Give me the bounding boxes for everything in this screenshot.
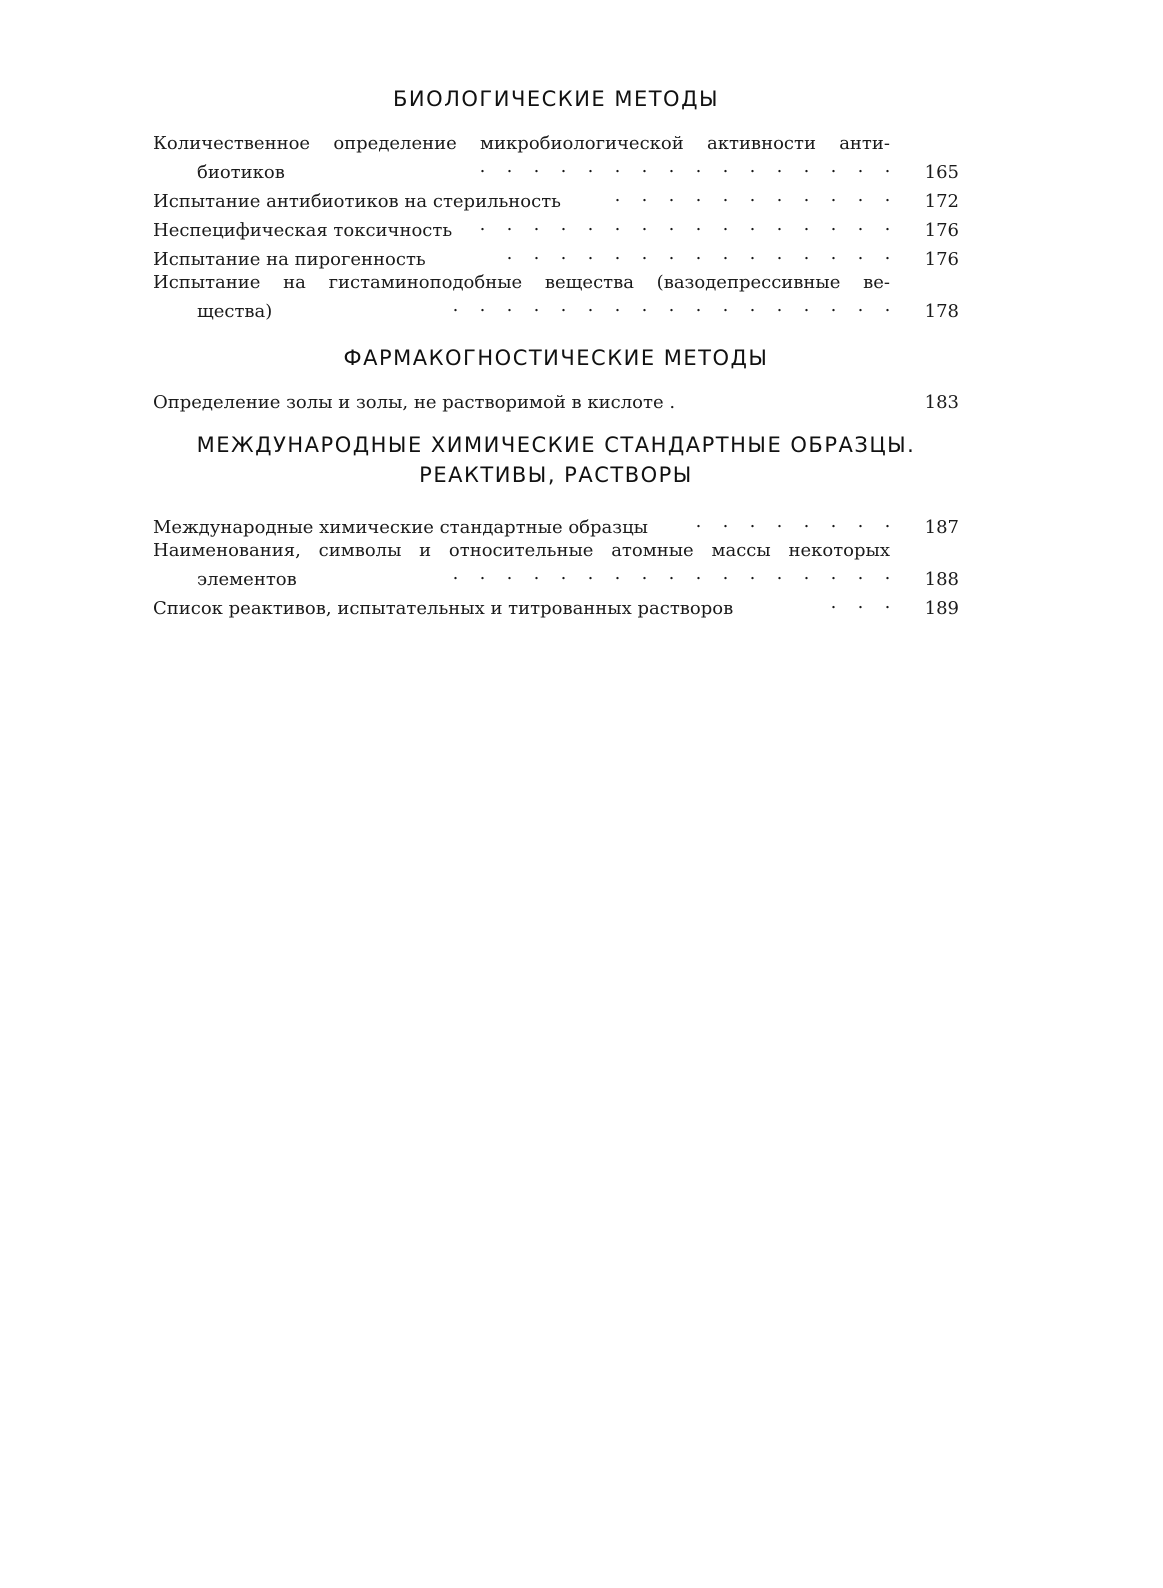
leader-dot: . (803, 214, 810, 235)
toc-entry (153, 213, 959, 242)
leader-dot: . (776, 214, 783, 235)
word: определение (333, 133, 457, 154)
leader-dot: . (587, 563, 594, 584)
leader-dot: . (722, 243, 729, 264)
leader-dots (462, 213, 901, 236)
leader-dot: . (533, 156, 540, 177)
word: (вазодепрессивные (656, 272, 841, 293)
word: гистаминоподобные (328, 272, 523, 293)
word: некоторых (788, 540, 890, 561)
leader-dot: . (560, 295, 567, 316)
leader-dot: . (695, 156, 702, 177)
toc-entry (153, 132, 959, 184)
word: Количественное (153, 133, 311, 154)
word: атомные (611, 540, 694, 561)
entry-text: Испытание антибиотиков на стерильность (153, 191, 561, 212)
leader-dot: . (560, 563, 567, 584)
leader-dot: . (884, 295, 891, 316)
leader-dot: . (722, 563, 729, 584)
leader-dot: . (668, 156, 675, 177)
leader-dot: . (749, 511, 756, 532)
leader-dot: . (884, 156, 891, 177)
leader-dot: . (479, 156, 486, 177)
leader-dot: . (803, 243, 810, 264)
page-number: 176 (924, 249, 959, 270)
leader-dot: . (479, 214, 486, 235)
toc-page (153, 84, 959, 620)
leader-dot: . (614, 214, 621, 235)
leader-dot: . (641, 243, 648, 264)
section-title-line: РЕАКТИВЫ, РАСТВОРЫ (419, 463, 693, 487)
page-number: 172 (924, 191, 959, 212)
toc-entry (153, 271, 959, 323)
leader-dot: . (857, 592, 864, 613)
leader-dot: . (479, 563, 486, 584)
leader-dot: . (614, 295, 621, 316)
entry-text: щества) (197, 301, 273, 322)
leader-dot: . (857, 156, 864, 177)
leader-dot: . (668, 563, 675, 584)
leader-dot: . (695, 243, 702, 264)
leader-dot: . (722, 511, 729, 532)
word: микробиологической (480, 133, 684, 154)
leader-dot: . (857, 185, 864, 206)
leader-dots (571, 184, 901, 207)
leader-dot: . (749, 156, 756, 177)
leader-dot: . (803, 156, 810, 177)
leader-dot: . (884, 592, 891, 613)
word: символы (318, 540, 402, 561)
leader-dot: . (830, 185, 837, 206)
leader-dot: . (776, 243, 783, 264)
page-number: 178 (924, 301, 959, 322)
section-title-line: МЕЖДУНАРОДНЫЕ ХИМИЧЕСКИЕ СТАНДАРТНЫЕ ОБРАЗЦЫ. (196, 433, 916, 457)
leader-dot: . (830, 295, 837, 316)
section-title-pharmacognostic: ФАРМАКОГНОСТИЧЕСКИЕ МЕТОДЫ (343, 346, 769, 370)
leader-dot: . (722, 295, 729, 316)
word: ве- (863, 272, 890, 293)
leader-dot: . (776, 295, 783, 316)
leader-dot: . (722, 156, 729, 177)
leader-dots (295, 155, 901, 178)
toc-entry (153, 184, 959, 213)
leader-dot: . (749, 214, 756, 235)
entry-text: Испытание на пирогенность (153, 249, 426, 270)
leader-dot: . (533, 243, 540, 264)
leader-dot: . (857, 295, 864, 316)
leader-dot: . (884, 214, 891, 235)
leader-dot: . (695, 185, 702, 206)
toc-entry (153, 391, 959, 414)
leader-dot: . (533, 295, 540, 316)
leader-dot: . (857, 511, 864, 532)
section-title-international (153, 430, 959, 490)
entry-text-line (153, 132, 890, 155)
leader-dot: . (722, 214, 729, 235)
leader-dot: . (560, 243, 567, 264)
leader-dot: . (614, 243, 621, 264)
leader-dot: . (803, 563, 810, 584)
leader-dot: . (560, 156, 567, 177)
entry-text: элементов (197, 569, 297, 590)
word: и (419, 540, 432, 561)
toc-entry (153, 539, 959, 591)
leader-dot: . (506, 243, 513, 264)
leader-dot: . (857, 214, 864, 235)
leader-dot: . (533, 563, 540, 584)
leader-dot: . (695, 295, 702, 316)
leader-dot: . (506, 214, 513, 235)
entry-text-line (153, 539, 890, 562)
leader-dot: . (776, 156, 783, 177)
leader-dot: . (641, 563, 648, 584)
toc-entry (153, 591, 959, 620)
leader-dot: . (803, 185, 810, 206)
word: активности (707, 133, 816, 154)
leader-dot: . (641, 295, 648, 316)
leader-dot: . (776, 185, 783, 206)
leader-dot: . (668, 295, 675, 316)
leader-dot: . (641, 185, 648, 206)
leader-dot: . (695, 511, 702, 532)
leader-dot: . (533, 214, 540, 235)
entry-text: Определение золы и золы, не растворимой в кислоте . (153, 392, 676, 413)
leader-dot: . (884, 511, 891, 532)
leader-dot: . (830, 214, 837, 235)
leader-dot: . (479, 295, 486, 316)
leader-dot: . (830, 243, 837, 264)
entry-text: биотиков (197, 162, 285, 183)
leader-dot: . (614, 563, 621, 584)
leader-dot: . (749, 243, 756, 264)
entry-text: Список реактивов, испытательных и титрованных растворов (153, 598, 734, 619)
leader-dot: . (884, 185, 891, 206)
word: Наименования, (153, 540, 301, 561)
leader-dot: . (749, 295, 756, 316)
leader-dot: . (506, 295, 513, 316)
leader-dot: . (506, 156, 513, 177)
page-number: 189 (924, 598, 959, 619)
leader-dot: . (803, 511, 810, 532)
leader-dot: . (695, 563, 702, 584)
section-title-biological: БИОЛОГИЧЕСКИЕ МЕТОДЫ (392, 87, 720, 111)
leader-dot: . (668, 214, 675, 235)
leader-dot: . (587, 295, 594, 316)
word: относительные (448, 540, 594, 561)
leader-dot: . (668, 243, 675, 264)
word: Испытание (153, 272, 261, 293)
leader-dot: . (641, 156, 648, 177)
page-number: 165 (924, 162, 959, 183)
leader-dot: . (830, 563, 837, 584)
leader-dot: . (452, 563, 459, 584)
leader-dot: . (749, 185, 756, 206)
entry-text: Неспецифическая токсичность (153, 220, 453, 241)
leader-dot: . (884, 563, 891, 584)
leader-dot: . (857, 243, 864, 264)
leader-dot: . (695, 214, 702, 235)
leader-dot: . (560, 214, 567, 235)
entry-text-line (153, 271, 890, 294)
leader-dot: . (776, 511, 783, 532)
leader-dot: . (614, 156, 621, 177)
leader-dot: . (506, 563, 513, 584)
leader-dot: . (587, 243, 594, 264)
leader-dot: . (641, 214, 648, 235)
leader-dot: . (452, 295, 459, 316)
leader-dot: . (749, 563, 756, 584)
leader-dots (307, 562, 901, 585)
word: на (283, 272, 306, 293)
leader-dot: . (668, 185, 675, 206)
page-number: 187 (924, 517, 959, 538)
leader-dot: . (587, 156, 594, 177)
leader-dots (436, 242, 901, 265)
toc-entry (153, 510, 959, 539)
leader-dot: . (803, 295, 810, 316)
leader-dots (743, 591, 901, 614)
leader-dot: . (884, 243, 891, 264)
leader-dots (658, 510, 901, 533)
leader-dots (282, 294, 901, 317)
leader-dot: . (614, 185, 621, 206)
leader-dot: . (830, 511, 837, 532)
word: вещества (544, 272, 634, 293)
page-number: 176 (924, 220, 959, 241)
leader-dot: . (830, 592, 837, 613)
page-number: 188 (924, 569, 959, 590)
leader-dot: . (857, 563, 864, 584)
entry-text: Международные химические стандартные образцы (153, 517, 648, 538)
leader-dot: . (722, 185, 729, 206)
leader-dot: . (587, 214, 594, 235)
toc-entry (153, 242, 959, 271)
word: массы (711, 540, 771, 561)
page-number: 183 (924, 392, 959, 413)
word: анти- (839, 133, 890, 154)
leader-dot: . (830, 156, 837, 177)
leader-dot: . (776, 563, 783, 584)
